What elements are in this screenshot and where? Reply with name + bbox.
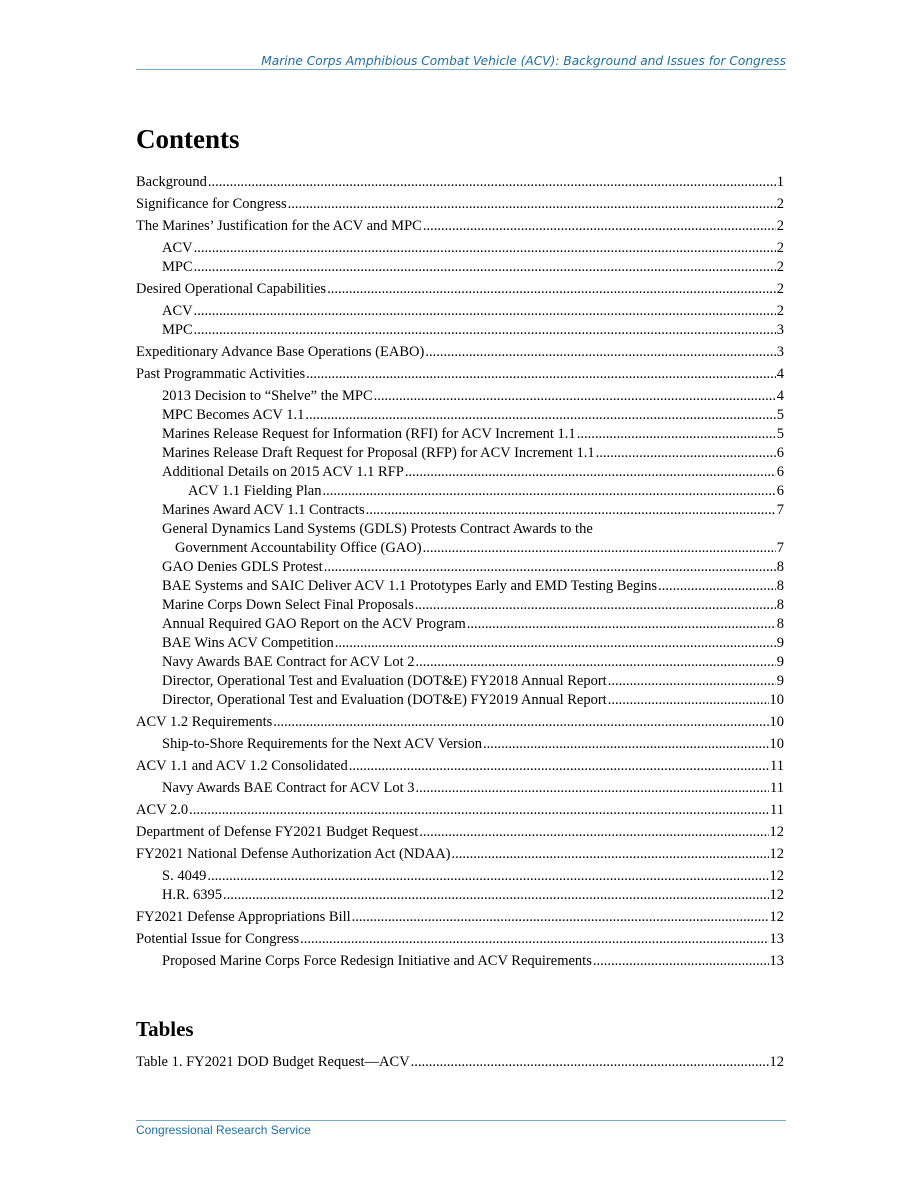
toc-entry-title: Desired Operational Capabilities <box>136 281 327 297</box>
toc-entry-title: Director, Operational Test and Evaluation (DOT&E) FY2019 Annual Report <box>162 692 607 708</box>
dot-leader <box>596 444 776 463</box>
toc-entry-page: 3 <box>776 322 784 338</box>
toc-entry-title: ACV 1.1 and ACV 1.2 Consolidated <box>136 758 348 774</box>
toc-entry[interactable] <box>136 691 784 710</box>
toc-entry-title: Annual Required GAO Report on the ACV Program <box>162 616 466 632</box>
toc-entry-title: S. 4049 <box>162 868 207 884</box>
toc-entry-page: 12 <box>769 887 784 903</box>
toc-entry-title: Table 1. FY2021 DOD Budget Request—ACV <box>136 1054 410 1070</box>
toc-entry[interactable] <box>136 779 784 798</box>
toc-entry[interactable] <box>136 463 784 482</box>
toc-entry-title: Background <box>136 174 207 190</box>
dot-leader <box>306 365 776 384</box>
running-header: Marine Corps Amphibious Combat Vehicle (ACV): Background and Issues for Congress <box>261 54 786 68</box>
toc-entry[interactable] <box>136 757 784 776</box>
toc-entry-page: 12 <box>769 846 784 862</box>
toc-entry[interactable] <box>136 425 784 444</box>
toc-entry[interactable] <box>136 539 784 558</box>
table-of-contents <box>136 173 784 971</box>
footer-text: Congressional Research Service <box>136 1123 311 1137</box>
contents-heading: Contents <box>136 124 240 154</box>
toc-entry[interactable] <box>136 302 784 321</box>
toc-entry-page: 11 <box>770 758 784 774</box>
toc-entry-title-line[interactable]: General Dynamics Land Systems (GDLS) Protests Contract Awards to the <box>162 521 593 537</box>
toc-entry[interactable] <box>136 558 784 577</box>
toc-entry[interactable] <box>136 867 784 886</box>
toc-entry[interactable] <box>136 653 784 672</box>
toc-entry-page: 10 <box>769 736 784 752</box>
dot-leader <box>327 280 776 299</box>
toc-entry-page: 5 <box>776 426 784 442</box>
toc-entry-title: MPC <box>162 322 193 338</box>
toc-entry-page: 8 <box>776 616 784 632</box>
dot-leader <box>300 930 768 949</box>
toc-entry-title: Marines Award ACV 1.1 Contracts <box>162 502 365 518</box>
dot-leader <box>288 195 776 214</box>
toc-entry-page: 12 <box>769 868 784 884</box>
dot-leader <box>335 634 776 653</box>
toc-entry-page: 2 <box>776 218 784 234</box>
toc-entry[interactable] <box>136 280 784 299</box>
toc-entry-page: 12 <box>769 909 784 925</box>
toc-entry-page: 6 <box>776 445 784 461</box>
dot-leader <box>416 779 770 798</box>
toc-entry-title: ACV <box>162 303 193 319</box>
dot-leader <box>189 801 769 820</box>
toc-entry[interactable] <box>136 258 784 277</box>
toc-entry[interactable] <box>136 672 784 691</box>
toc-entry-page: 13 <box>769 953 784 969</box>
dot-leader <box>608 691 769 710</box>
toc-entry[interactable] <box>136 501 784 520</box>
toc-entry-page: 1 <box>776 174 784 190</box>
toc-entry[interactable] <box>136 343 784 362</box>
toc-entry[interactable] <box>136 930 784 949</box>
toc-entry-title: Marine Corps Down Select Final Proposals <box>162 597 414 613</box>
dot-leader <box>658 577 776 596</box>
toc-entry-title: Marines Release Draft Request for Proposal (RFP) for ACV Increment 1.1 <box>162 445 595 461</box>
dot-leader <box>194 239 776 258</box>
toc-entry[interactable] <box>136 801 784 820</box>
toc-entry[interactable] <box>136 406 784 425</box>
toc-entry-page: 12 <box>769 824 784 840</box>
dot-leader <box>467 615 776 634</box>
toc-entry-title: Proposed Marine Corps Force Redesign Initiative and ACV Requirements <box>162 953 592 969</box>
toc-entry-page: 11 <box>770 780 784 796</box>
dot-leader <box>273 713 768 732</box>
dot-leader <box>352 908 769 927</box>
toc-entry-page: 7 <box>776 502 784 518</box>
toc-entry[interactable] <box>136 444 784 463</box>
toc-entry-page: 11 <box>770 802 784 818</box>
toc-entry[interactable] <box>136 952 784 971</box>
dot-leader <box>593 952 769 971</box>
dot-leader <box>423 217 776 236</box>
dot-leader <box>207 867 768 886</box>
toc-entry[interactable] <box>136 217 784 236</box>
toc-entry-title: Navy Awards BAE Contract for ACV Lot 3 <box>162 780 415 796</box>
footer-divider <box>136 1120 786 1121</box>
toc-entry-title: GAO Denies GDLS Protest <box>162 559 323 575</box>
toc-entry-title: Ship-to-Shore Requirements for the Next ACV Version <box>162 736 483 752</box>
dot-leader <box>194 321 776 340</box>
toc-entry-page: 9 <box>776 654 784 670</box>
dot-leader <box>194 258 776 277</box>
toc-entry-title: MPC Becomes ACV 1.1 <box>162 407 305 423</box>
toc-entry-page: 13 <box>769 931 784 947</box>
toc-entry-title: The Marines’ Justification for the ACV and MPC <box>136 218 422 234</box>
dot-leader <box>423 539 776 558</box>
toc-entry[interactable] <box>136 482 784 501</box>
toc-entry[interactable] <box>136 387 784 406</box>
toc-entry[interactable] <box>136 195 784 214</box>
toc-entry-page: 4 <box>776 366 784 382</box>
toc-entry-page: 8 <box>776 597 784 613</box>
toc-entry-page: 10 <box>769 692 784 708</box>
toc-entry[interactable] <box>136 596 784 615</box>
toc-entry[interactable] <box>136 173 784 192</box>
toc-entry-title: Navy Awards BAE Contract for ACV Lot 2 <box>162 654 415 670</box>
dot-leader <box>416 653 776 672</box>
toc-entry-page: 8 <box>776 578 784 594</box>
dot-leader <box>419 823 768 842</box>
dot-leader <box>483 735 768 754</box>
toc-entry[interactable] <box>136 239 784 258</box>
toc-entry[interactable] <box>136 615 784 634</box>
dot-leader <box>322 482 775 501</box>
dot-leader <box>374 387 776 406</box>
toc-entry-page: 8 <box>776 559 784 575</box>
toc-entry-page: 9 <box>776 635 784 651</box>
toc-entry-title: MPC <box>162 259 193 275</box>
toc-entry-title: Significance for Congress <box>136 196 287 212</box>
toc-entry[interactable] <box>136 365 784 384</box>
dot-leader <box>405 463 776 482</box>
toc-entry-page: 4 <box>776 388 784 404</box>
toc-entry[interactable] <box>136 823 784 842</box>
toc-entry-title: Director, Operational Test and Evaluation (DOT&E) FY2018 Annual Report <box>162 673 607 689</box>
toc-entry-title: FY2021 Defense Appropriations Bill <box>136 909 351 925</box>
tables-heading: Tables <box>136 1017 194 1041</box>
toc-entry[interactable] <box>136 908 784 927</box>
dot-leader <box>415 596 776 615</box>
toc-entry[interactable] <box>136 845 784 864</box>
toc-entry-title: Past Programmatic Activities <box>136 366 306 382</box>
dot-leader <box>577 425 776 444</box>
toc-entry-page: 2 <box>776 281 784 297</box>
toc-entry-title: 2013 Decision to “Shelve” the MPC <box>162 388 373 404</box>
toc-entry-title: Marines Release Request for Information (RFI) for ACV Increment 1.1 <box>162 426 576 442</box>
dot-leader <box>425 343 775 362</box>
toc-entry-title: H.R. 6395 <box>162 887 223 903</box>
dot-leader <box>223 886 768 905</box>
toc-entry[interactable] <box>136 1053 784 1072</box>
toc-entry-title: ACV 1.1 Fielding Plan <box>188 483 322 499</box>
toc-entry[interactable] <box>136 634 784 653</box>
dot-leader <box>349 757 769 776</box>
dot-leader <box>324 558 776 577</box>
toc-entry-page: 6 <box>776 483 784 499</box>
toc-entry-page: 10 <box>769 714 784 730</box>
toc-entry[interactable] <box>136 321 784 340</box>
toc-entry-page: 2 <box>776 259 784 275</box>
toc-entry-page: 2 <box>776 303 784 319</box>
toc-entry[interactable] <box>136 577 784 596</box>
toc-entry-title: ACV <box>162 240 193 256</box>
toc-entry-title: Expeditionary Advance Base Operations (EABO) <box>136 344 425 360</box>
header-divider <box>136 69 786 70</box>
dot-leader <box>411 1053 769 1072</box>
toc-entry-page: 2 <box>776 240 784 256</box>
toc-entry-title: Department of Defense FY2021 Budget Request <box>136 824 419 840</box>
toc-entry-page: 6 <box>776 464 784 480</box>
toc-entry-page: 2 <box>776 196 784 212</box>
dot-leader <box>305 406 775 425</box>
dot-leader <box>452 845 769 864</box>
dot-leader <box>208 173 776 192</box>
toc-entry-page: 5 <box>776 407 784 423</box>
toc-entry-title: Government Accountability Office (GAO) <box>175 540 422 556</box>
toc-entry-title: BAE Systems and SAIC Deliver ACV 1.1 Prototypes Early and EMD Testing Begins <box>162 578 658 594</box>
toc-entry-page: 3 <box>776 344 784 360</box>
dot-leader <box>608 672 776 691</box>
dot-leader <box>366 501 776 520</box>
toc-entry[interactable] <box>136 735 784 754</box>
toc-entry-title: FY2021 National Defense Authorization Act (NDAA) <box>136 846 451 862</box>
toc-entry-page: 12 <box>769 1054 784 1070</box>
toc-entry[interactable] <box>136 886 784 905</box>
list-of-tables <box>136 1053 784 1072</box>
toc-entry-title: ACV 1.2 Requirements <box>136 714 273 730</box>
toc-entry-title: Potential Issue for Congress <box>136 931 300 947</box>
toc-entry-title: BAE Wins ACV Competition <box>162 635 334 651</box>
toc-entry-page: 7 <box>776 540 784 556</box>
toc-entry-title: Additional Details on 2015 ACV 1.1 RFP <box>162 464 404 480</box>
toc-entry[interactable] <box>136 713 784 732</box>
dot-leader <box>194 302 776 321</box>
toc-entry-page: 9 <box>776 673 784 689</box>
toc-entry-title: ACV 2.0 <box>136 802 189 818</box>
